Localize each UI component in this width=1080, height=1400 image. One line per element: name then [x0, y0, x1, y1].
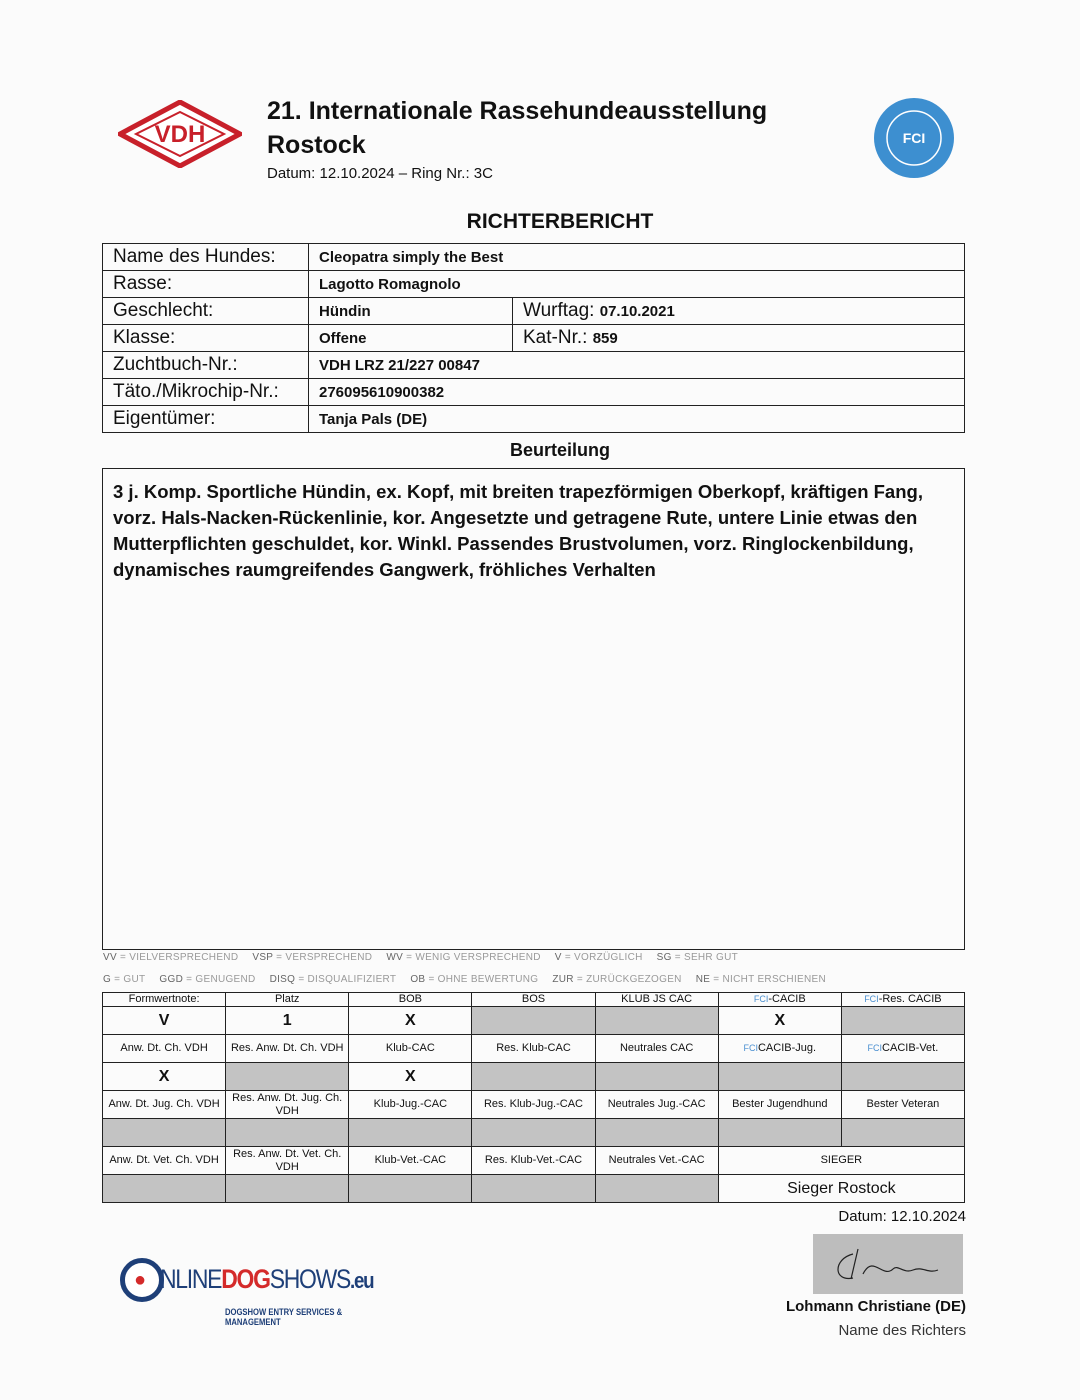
legend-item: OB = OHNE BEWERTUNG: [410, 974, 539, 985]
grid-cell: V: [103, 1007, 226, 1035]
grid-cell: Res. Klub-Jug.-CAC: [472, 1091, 595, 1119]
birth-cell: Wurftag: 07.10.2021: [513, 298, 965, 325]
label: Täto./Mikrochip-Nr.:: [103, 379, 309, 406]
grid-cell: Klub-Jug.-CAC: [349, 1091, 472, 1119]
grid-cell: [472, 1063, 595, 1091]
grid-cell: [595, 1119, 718, 1147]
label: Geschlecht:: [103, 298, 309, 325]
judge-name: Lohmann Christiane (DE): [785, 1298, 966, 1315]
grid-cell: [595, 1175, 718, 1203]
grid-row: [103, 1147, 965, 1175]
grid-row: [103, 1119, 965, 1147]
legend-item: DISQ = DISQUALIFIZIERT: [269, 974, 397, 985]
judge-label: Name des Richters: [838, 1322, 966, 1339]
label: Rasse:: [103, 271, 309, 298]
grid-cell: [472, 1119, 595, 1147]
grid-row: [103, 1175, 965, 1203]
assessment-heading: Beurteilung: [509, 440, 610, 460]
legend-item: VSP = VERSPRECHEND: [252, 952, 373, 963]
grid-cell: [349, 1175, 472, 1203]
grid-row: [103, 1035, 965, 1063]
grid-cell: Klub-Vet.-CAC: [349, 1147, 472, 1175]
grid-cell: Res. Anw. Dt. Jug. Ch. VDH: [226, 1091, 349, 1119]
grid-row: [103, 993, 965, 1007]
grid-cell: Anw. Dt. Jug. Ch. VDH: [103, 1091, 226, 1119]
label: Klasse:: [103, 325, 309, 352]
grid-cell: Bester Jugendhund: [718, 1091, 841, 1119]
label: Eigentümer:: [103, 406, 309, 433]
legend-item: G = GUT: [103, 974, 146, 985]
grid-row: [103, 1091, 965, 1119]
grid-cell: 1: [226, 1007, 349, 1035]
class: Offene: [309, 325, 513, 352]
fci-logo: [872, 97, 956, 179]
grid-cell: [718, 1063, 841, 1091]
grid-cell: [226, 1063, 349, 1091]
grid-cell: X: [349, 1063, 472, 1091]
grid-cell: Klub-CAC: [349, 1035, 472, 1063]
grid-cell: [226, 1119, 349, 1147]
breed: Lagotto Romagnolo: [309, 271, 965, 298]
legend-item: GGD = GENUGEND: [159, 974, 256, 985]
grid-cell: Neutrales Vet.-CAC: [595, 1147, 718, 1175]
svg-text:FCI: FCI: [902, 130, 926, 146]
label: Name des Hundes:: [103, 244, 309, 271]
grid-cell: Neutrales Jug.-CAC: [595, 1091, 718, 1119]
legend-item: V = VORZÜGLICH: [554, 952, 643, 963]
grid-cell: [472, 1007, 595, 1035]
legend-item: NE = NICHT ERSCHIENEN: [695, 974, 827, 985]
dog-name: Cleopatra simply the Best: [309, 244, 965, 271]
label: Zuchtbuch-Nr.:: [103, 352, 309, 379]
cat-cell: Kat-Nr.: 859: [513, 325, 965, 352]
grid-cell: BOB: [349, 993, 472, 1007]
grading-table: [102, 992, 965, 1203]
owner: Tanja Pals (DE): [309, 406, 965, 433]
grid-cell: FCICACIB-Jug.: [718, 1035, 841, 1063]
grid-cell: FCICACIB-Vet.: [841, 1035, 964, 1063]
grid-cell: Res. Klub-Vet.-CAC: [472, 1147, 595, 1175]
grid-cell: [841, 1063, 964, 1091]
grid-cell: Neutrales CAC: [595, 1035, 718, 1063]
grid-cell: SIEGER: [718, 1147, 964, 1175]
grid-cell: X: [103, 1063, 226, 1091]
date-ring: Datum: 12.10.2024 – Ring Nr.: 3C: [267, 165, 493, 182]
legend-line-1: [103, 952, 752, 963]
grid-cell: [841, 1007, 964, 1035]
grid-cell: FCI-Res. CACIB: [841, 993, 964, 1007]
report-title: RICHTERBERICHT: [466, 210, 654, 233]
assessment-text: 3 j. Komp. Sportliche Hündin, ex. Kopf, mit breiten trapezförmigen Oberkopf, kräftigen Fang, vorz. Hals-Nacken-Rückenlinie, kor. Angesetzte und getragene Rute, untere Linie etwas den Mutterpflichten geschuldet, kor. Winkl. Passendes Brustvolumen, vorz. Ringlockenbildung, dynamisches raumgreifendes Gangwerk, fröhliches Verhalten: [102, 468, 965, 950]
grid-cell: KLUB JS CAC: [595, 993, 718, 1007]
grid-cell: FCI-CACIB: [718, 993, 841, 1007]
grid-cell: Platz: [226, 993, 349, 1007]
grid-cell: Bester Veteran: [841, 1091, 964, 1119]
legend-item: WV = WENIG VERSPRECHEND: [386, 952, 541, 963]
grid-cell: [103, 1175, 226, 1203]
legend-item: VV = VIELVERSPRECHEND: [103, 952, 239, 963]
grid-cell: [595, 1063, 718, 1091]
grid-cell: X: [349, 1007, 472, 1035]
grid-cell: [472, 1175, 595, 1203]
signature: [813, 1234, 963, 1294]
legend-line-2: [103, 974, 840, 985]
grid-cell: [226, 1175, 349, 1203]
footer-date: Datum: 12.10.2024: [838, 1208, 966, 1225]
dog-info-table: [102, 243, 965, 433]
grid-cell: Formwertnote:: [103, 993, 226, 1007]
svg-text:VDH: VDH: [154, 121, 206, 148]
grid-cell: Res. Klub-CAC: [472, 1035, 595, 1063]
sex: Hündin: [309, 298, 513, 325]
grid-cell: [595, 1007, 718, 1035]
legend-item: SG = SEHR GUT: [656, 952, 739, 963]
grid-cell: BOS: [472, 993, 595, 1007]
vdh-logo: [118, 100, 242, 168]
show-title: 21. Internationale Rassehundeausstellung Rostock: [267, 97, 768, 159]
grid-cell: [349, 1119, 472, 1147]
studbook: VDH LRZ 21/227 00847: [309, 352, 965, 379]
grid-cell: Anw. Dt. Vet. Ch. VDH: [103, 1147, 226, 1175]
grid-cell: X: [718, 1007, 841, 1035]
grid-cell: [103, 1119, 226, 1147]
legend-item: ZUR = ZURÜCKGEZOGEN: [552, 974, 682, 985]
grid-cell: Res. Anw. Dt. Ch. VDH: [226, 1035, 349, 1063]
onlinedogshows-logo: ● NLINEDOGSHOWS.eu DOGSHOW ENTRY SERVICES & MANAGEMENT: [120, 1258, 400, 1320]
grid-cell: Anw. Dt. Ch. VDH: [103, 1035, 226, 1063]
grid-row: [103, 1063, 965, 1091]
grid-cell: [718, 1119, 841, 1147]
chip: 276095610900382: [309, 379, 965, 406]
grid-cell: Sieger Rostock: [718, 1175, 964, 1203]
grid-cell: Res. Anw. Dt. Vet. Ch. VDH: [226, 1147, 349, 1175]
grid-row: [103, 1007, 965, 1035]
grid-cell: [841, 1119, 964, 1147]
